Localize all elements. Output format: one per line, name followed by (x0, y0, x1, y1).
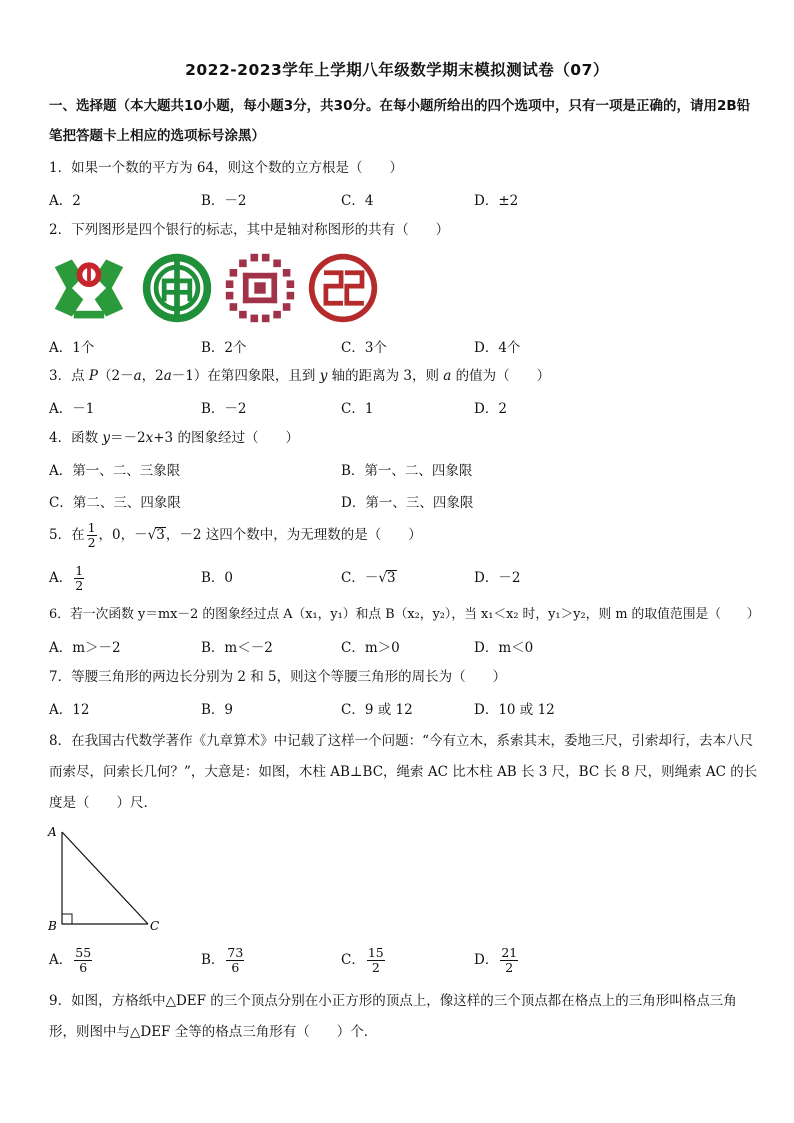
question-6-options (49, 636, 749, 660)
sqrt-icon: √ (147, 527, 157, 543)
q3-option-c: C．1 (341, 401, 374, 417)
q5-option-a (49, 563, 86, 593)
q8-option-d-fraction (500, 946, 518, 975)
q8-option-a (49, 944, 94, 976)
sqrt-radicand: 3 (386, 570, 396, 586)
question-4-stem (49, 428, 759, 448)
bank-logo-4-icon (305, 250, 381, 326)
fraction-numerator: 15 (367, 945, 384, 960)
fraction-denominator: 2 (75, 578, 84, 593)
q3-var-y: y (319, 368, 328, 384)
q4-text: ＝－2 (110, 430, 146, 446)
fraction-numerator: 55 (75, 945, 92, 960)
q1-option-c: C．4 (341, 193, 374, 209)
q5-text: ，－2 这四个数中，为无理数的是（ ） (165, 527, 422, 543)
q5-text: ，0，－ (98, 527, 148, 543)
q5-fraction-half (87, 521, 97, 550)
bank-logo-2-icon (139, 250, 215, 326)
q8-option-b-label: B． (201, 952, 225, 968)
q5-option-a-fraction (74, 564, 84, 593)
question-6-stem: 6．若一次函数 y＝mx－2 的图象经过点 A（x₁，y₁）和点 B（x₂，y₂），当 x₁＜x₂ 时，y₁＞y₂，则 m 的取值范围是（ ） (49, 607, 760, 622)
q4-option-d: D．第一、三、四象限 (341, 495, 474, 511)
question-3-stem (49, 366, 759, 386)
q6-option-b: B．m＜－2 (201, 640, 273, 656)
q8-option-c-fraction (367, 946, 385, 975)
q2-option-d: D．4个 (474, 340, 521, 356)
q8-option-a-label: A． (49, 952, 73, 968)
q5-option-a-label: A． (49, 570, 73, 586)
sqrt-icon: √ (378, 570, 387, 586)
question-2-options (49, 336, 749, 360)
q3-text: （2－ (97, 368, 134, 384)
q8-option-d (474, 944, 520, 976)
question-1-stem: 1．如果一个数的平方为 64，则这个数的立方根是（ ） (49, 160, 404, 176)
q2-option-b: B．2个 (201, 340, 247, 356)
q5-option-c (341, 563, 397, 593)
q8-option-b-fraction (226, 946, 244, 975)
q4-option-b: B．第一、二、四象限 (341, 463, 473, 479)
section-heading: 一、选择题（本大题共10小题，每小题3分，共30分。在每小题所给出的四个选项中，只有一项是正确的，请用2B铅笔把答题卡上相应的选项标号涂黑） (49, 98, 751, 144)
q3-option-a: A．－1 (49, 401, 95, 417)
q3-option-b: B．－2 (201, 401, 247, 417)
q4-var-x: x (145, 430, 154, 446)
q8-option-c (341, 944, 387, 976)
q3-var-a: a (443, 368, 452, 384)
q7-option-d: D．10 或 12 (474, 702, 555, 718)
bank-logo-1-icon (51, 250, 127, 326)
q3-var-a: a (133, 368, 142, 384)
q5-option-c-label: C．－ (341, 570, 379, 586)
q6-option-d: D．m＜0 (474, 640, 534, 656)
q2-option-a: A．1个 (49, 340, 95, 356)
q4-text: 4．函数 (49, 430, 103, 446)
right-triangle-figure (44, 822, 164, 934)
bank-logo-3-icon (222, 250, 298, 326)
q3-text: 3．点 (49, 368, 89, 384)
q3-var-p: P (88, 368, 98, 384)
question-3-options (49, 397, 749, 421)
q7-option-c: C．9 或 12 (341, 702, 413, 718)
q3-text: －1）在第四象限，且到 (171, 368, 320, 384)
question-8-options (49, 944, 749, 980)
q2-option-c: C．3个 (341, 340, 387, 356)
q3-option-d: D．2 (474, 401, 507, 417)
q5-option-d: D．－2 (474, 570, 521, 586)
fraction-denominator: 2 (87, 535, 96, 550)
q6-option-c: C．m＞0 (341, 640, 400, 656)
vertex-label-a: A (48, 825, 57, 839)
question-5-stem (49, 520, 759, 550)
question-4-options-row1 (49, 459, 749, 483)
fraction-denominator: 6 (79, 960, 88, 975)
fraction-numerator: 1 (87, 520, 96, 535)
q3-text: 轴的距离为 3，则 (327, 368, 444, 384)
q7-option-a: A．12 (49, 702, 90, 718)
fraction-denominator: 6 (231, 960, 240, 975)
fraction-denominator: 2 (505, 960, 514, 975)
q1-option-a: A．2 (49, 193, 81, 209)
q8-option-c-label: C． (341, 952, 365, 968)
fraction-numerator: 1 (75, 563, 84, 578)
fraction-denominator: 2 (371, 960, 380, 975)
q8-option-a-fraction (74, 946, 92, 975)
q4-text: +3 的图象经过（ ） (153, 430, 299, 446)
question-2-stem: 2．下列图形是四个银行的标志，其中是轴对称图形的共有（ ） (49, 222, 450, 238)
question-7-stem: 7．等腰三角形的两边长分别为 2 和 5，则这个等腰三角形的周长为（ ） (49, 669, 507, 685)
q7-option-b: B．9 (201, 702, 234, 718)
q4-option-c: C．第二、三、四象限 (49, 495, 181, 511)
question-5-options (49, 563, 749, 597)
q8-option-d-label: D． (474, 952, 499, 968)
vertex-label-b: B (48, 919, 57, 933)
q3-text: 的值为（ ） (451, 368, 551, 384)
q4-option-a: A．第一、二、三象限 (49, 463, 181, 479)
q5-text: 5．在 (49, 527, 85, 543)
q3-text: ，2 (141, 368, 164, 384)
q6-option-a: A．m＞－2 (49, 640, 121, 656)
question-1-options (49, 189, 749, 213)
page-title: 2022-2023学年上学期八年级数学期末模拟测试卷（07） (185, 61, 609, 79)
fraction-numerator: 73 (227, 945, 244, 960)
question-7-options (49, 698, 749, 722)
question-8-stem: 8．在我国古代数学著作《九章算术》中记载了这样一个问题：“今有立木，系索其末，委地三尺，引索却行，去本八尺而索尽，问索长几何？”，大意是：如图，木柱 AB⊥BC，绳索 AC 比木柱 AB 长 3 尺，BC 长 8 尺，则绳索 AC 的长度是（ ）尺． (49, 733, 758, 811)
q1-option-d: D．±2 (474, 193, 519, 209)
sqrt-radicand: 3 (156, 527, 165, 543)
fraction-numerator: 21 (501, 945, 518, 960)
vertex-label-c: C (150, 919, 160, 933)
q4-var-y: y (102, 430, 111, 446)
q1-option-b: B．－2 (201, 193, 247, 209)
q8-option-b (201, 944, 246, 976)
question-9-stem: 9．如图，方格纸中△DEF 的三个顶点分别在小正方形的顶点上，像这样的三个顶点都在格点上的三角形叫格点三角形，则图中与△DEF 全等的格点三角形有（ ）个． (49, 993, 737, 1040)
q3-var-a: a (163, 368, 172, 384)
q5-option-b: B．0 (201, 570, 234, 586)
question-4-options-row2 (49, 491, 749, 515)
